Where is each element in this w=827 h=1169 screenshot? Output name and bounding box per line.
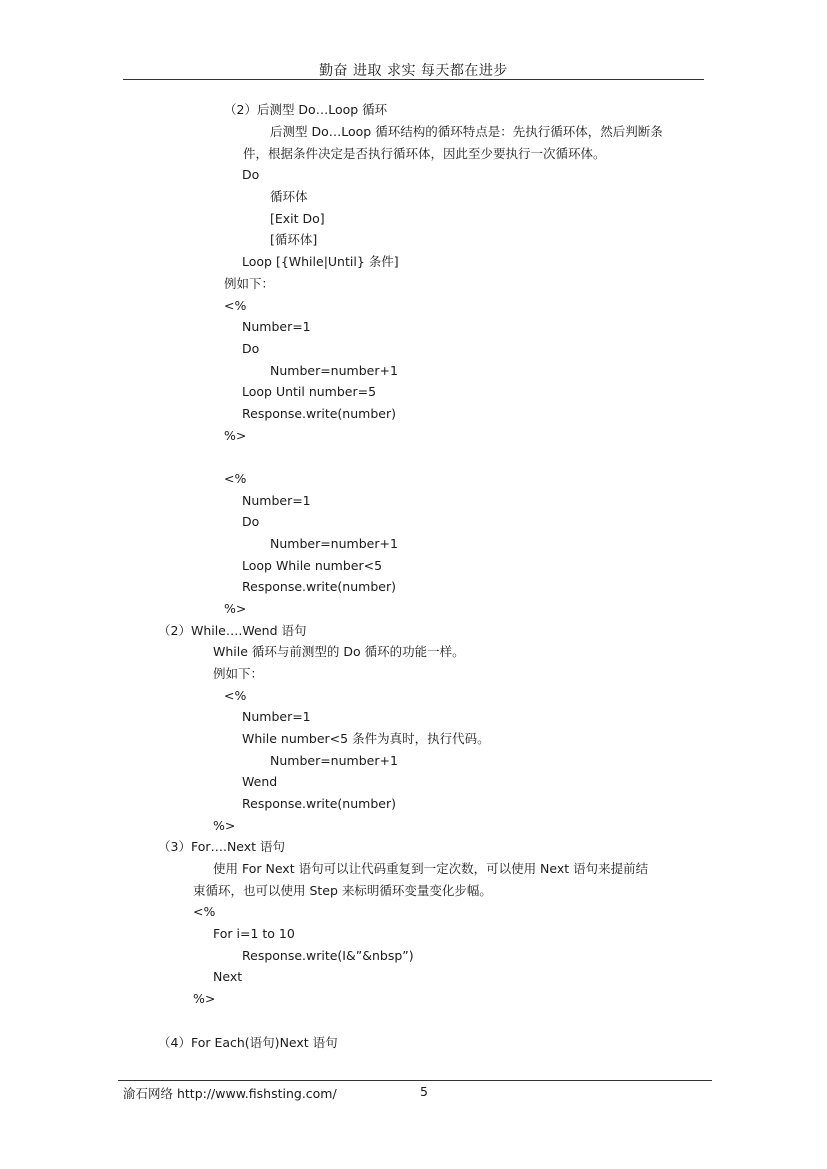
code-line: Number=number+1 [270,363,398,378]
code-line: Loop Until number=5 [242,384,377,399]
code-line: For i=1 to 10 [213,926,295,941]
code-line: <% [224,298,247,313]
code-line: %> [213,818,236,833]
footer-divider [118,1080,712,1081]
code-line: Do [242,514,260,529]
code-line: Number=1 [242,319,311,334]
paragraph-line: 例如下： [213,666,264,681]
footer-site-text: 渝石网络 http://www.fishsting.com/ [123,1086,337,1101]
code-line: Response.write(number) [242,579,396,594]
code-line: %> [224,428,247,443]
page-number: 5 [420,1084,428,1099]
section-heading: （4）For Each(语句)Next 语句 [158,1035,338,1050]
code-line: Loop While number<5 [242,558,383,573]
code-line: [Exit Do] [270,211,325,226]
code-line: <% [224,471,247,486]
header-divider [123,79,704,80]
code-line: Number=1 [242,493,311,508]
paragraph-line: While 循环与前测型的 Do 循环的功能一样。 [213,644,465,659]
code-line: While number<5 条件为真时，执行代码。 [242,731,490,746]
code-line: Response.write(number) [242,406,396,421]
paragraph-line: 例如下： [224,276,275,291]
code-line: %> [193,991,216,1006]
code-line: 循环体 [270,189,308,204]
section-heading: （2）后测型 Do…Loop 循环 [224,102,388,117]
code-line: Do [242,341,260,356]
section-heading: （3）For….Next 语句 [158,839,286,854]
paragraph-line: 件，根据条件决定是否执行循环体，因此至少要执行一次循环体。 [243,146,606,161]
code-line: Next [213,969,243,984]
code-line: <% [224,688,247,703]
code-line: Number=number+1 [270,753,398,768]
code-line: Response.write(number) [242,796,396,811]
code-line: Wend [242,774,278,789]
code-line: %> [224,601,247,616]
code-line: Number=number+1 [270,536,398,551]
paragraph-line: 束循环，也可以使用 Step 来标明循环变量变化步幅。 [193,883,492,898]
section-heading: （2）While….Wend 语句 [158,623,307,638]
code-line: <% [193,904,216,919]
page-header-title: 勤奋 进取 求实 每天都在进步 [319,63,508,79]
code-line: [循环体] [270,232,318,247]
code-line: Number=1 [242,709,311,724]
paragraph-line: 后测型 Do…Loop 循环结构的循环特点是：先执行循环体，然后判断条 [270,124,663,139]
code-line: Do [242,167,260,182]
code-line: Response.write(I&”&nbsp”) [242,948,414,963]
paragraph-line: 使用 For Next 语句可以让代码重复到一定次数，可以使用 Next 语句来提前结 [213,861,649,876]
code-line: Loop [{While|Until} 条件] [242,254,399,269]
